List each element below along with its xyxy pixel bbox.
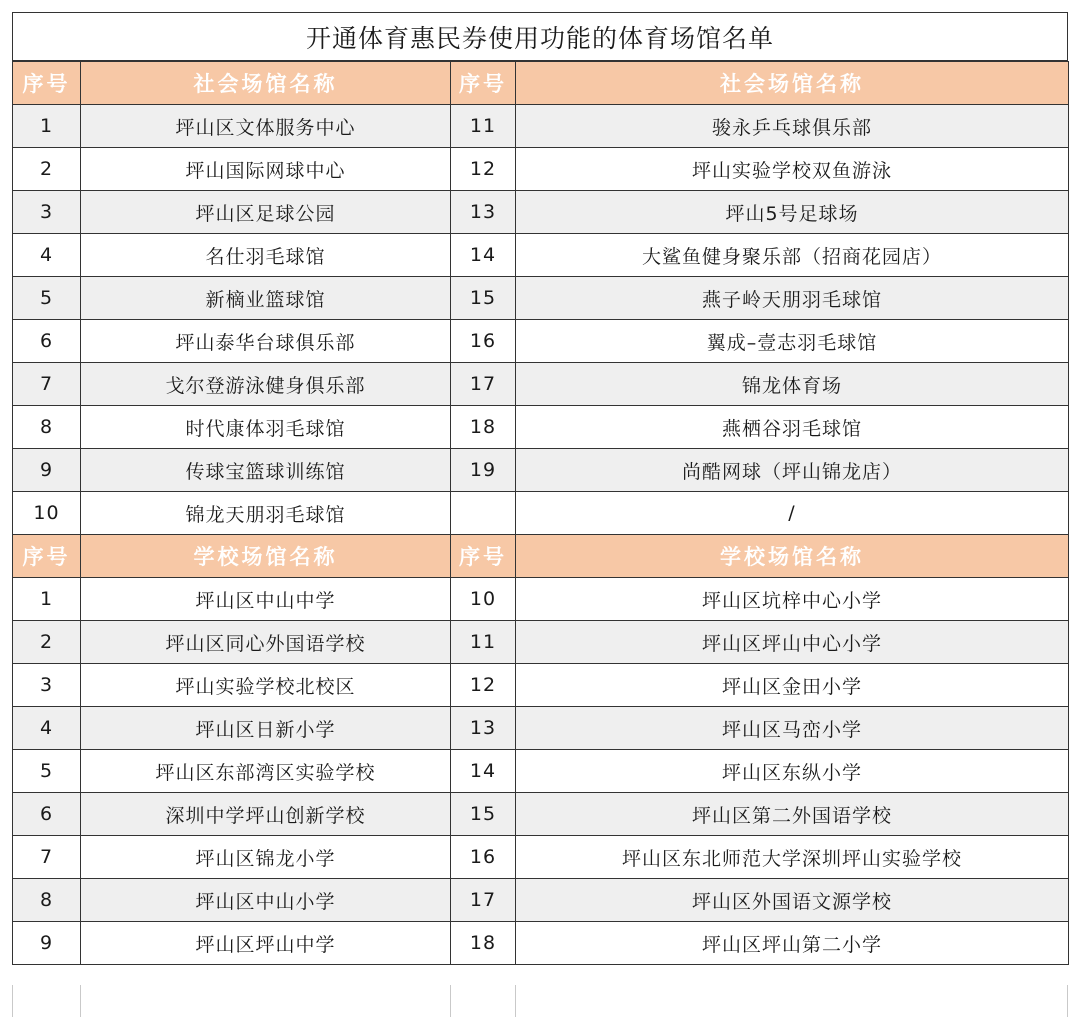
row-number-cell: 5 (13, 277, 81, 320)
row-number-cell: 1 (13, 578, 81, 621)
row-number-cell: 15 (451, 277, 516, 320)
venue-name-cell: 坪山区同心外国语学校 (81, 621, 451, 664)
venue-name-cell: 坪山区坑梓中心小学 (516, 578, 1069, 621)
venue-name-cell: 时代康体羽毛球馆 (81, 406, 451, 449)
row-number-cell: 9 (13, 449, 81, 492)
venue-name-cell: 坪山区中山中学 (81, 578, 451, 621)
venue-name-cell: / (516, 492, 1069, 535)
row-number-cell: 19 (451, 449, 516, 492)
table-row (13, 621, 1069, 664)
table-row (13, 234, 1069, 277)
row-number-cell: 4 (13, 234, 81, 277)
venue-name-cell: 尚酷网球（坪山锦龙店） (516, 449, 1069, 492)
row-number-cell: 2 (13, 148, 81, 191)
row-number-cell: 11 (451, 621, 516, 664)
row-number-cell (451, 492, 516, 535)
venue-name-cell: 燕栖谷羽毛球馆 (516, 406, 1069, 449)
row-number-cell: 7 (13, 836, 81, 879)
grid-tail-line (12, 985, 13, 1017)
venue-name-cell: 名仕羽毛球馆 (81, 234, 451, 277)
header-name-cell: 社会场馆名称 (516, 62, 1069, 105)
table-row (13, 148, 1069, 191)
row-number-cell: 2 (13, 621, 81, 664)
venue-name-cell: 坪山区坪山中学 (81, 922, 451, 965)
row-number-cell: 6 (13, 793, 81, 836)
venue-name-cell: 坪山区坪山中心小学 (516, 621, 1069, 664)
row-number-cell: 12 (451, 664, 516, 707)
venue-name-cell: 坪山区马峦小学 (516, 707, 1069, 750)
header-number-cell: 序号 (451, 62, 516, 105)
row-number-cell: 18 (451, 406, 516, 449)
table-row (13, 793, 1069, 836)
row-number-cell: 13 (451, 707, 516, 750)
sheet-title: 开通体育惠民券使用功能的体育场馆名单 (12, 12, 1068, 61)
table-row (13, 363, 1069, 406)
table-row (13, 449, 1069, 492)
header-name-cell: 学校场馆名称 (81, 535, 451, 578)
table-row (13, 406, 1069, 449)
table-row (13, 836, 1069, 879)
grid-tail-line (1067, 985, 1068, 1017)
header-number-cell: 序号 (13, 535, 81, 578)
venue-name-cell: 大鲨鱼健身聚乐部（招商花园店） (516, 234, 1069, 277)
row-number-cell: 4 (13, 707, 81, 750)
row-number-cell: 6 (13, 320, 81, 363)
row-number-cell: 11 (451, 105, 516, 148)
row-number-cell: 14 (451, 750, 516, 793)
row-number-cell: 13 (451, 191, 516, 234)
table-row (13, 492, 1069, 535)
venue-name-cell: 坪山区锦龙小学 (81, 836, 451, 879)
row-number-cell: 17 (451, 363, 516, 406)
row-number-cell: 10 (451, 578, 516, 621)
row-number-cell: 8 (13, 406, 81, 449)
venue-name-cell: 锦龙天朋羽毛球馆 (81, 492, 451, 535)
section-header-row (13, 535, 1069, 578)
table-row (13, 879, 1069, 922)
table-row (13, 922, 1069, 965)
header-name-cell: 社会场馆名称 (81, 62, 451, 105)
venue-name-cell: 翼成–壹志羽毛球馆 (516, 320, 1069, 363)
venue-name-cell: 新樀业篮球馆 (81, 277, 451, 320)
grid-tail-line (450, 985, 451, 1017)
row-number-cell: 10 (13, 492, 81, 535)
table-row (13, 277, 1069, 320)
row-number-cell: 18 (451, 922, 516, 965)
venue-name-cell: 坪山国际网球中心 (81, 148, 451, 191)
row-number-cell: 14 (451, 234, 516, 277)
table-row (13, 707, 1069, 750)
venue-name-cell: 坪山5号足球场 (516, 191, 1069, 234)
row-number-cell: 1 (13, 105, 81, 148)
venue-name-cell: 坪山实验学校双鱼游泳 (516, 148, 1069, 191)
table-row (13, 750, 1069, 793)
row-number-cell: 3 (13, 664, 81, 707)
row-number-cell: 15 (451, 793, 516, 836)
venue-name-cell: 锦龙体育场 (516, 363, 1069, 406)
grid-tail-line (515, 985, 516, 1017)
table-row (13, 664, 1069, 707)
header-number-cell: 序号 (13, 62, 81, 105)
venue-name-cell: 戈尔登游泳健身俱乐部 (81, 363, 451, 406)
venue-name-cell: 坪山实验学校北校区 (81, 664, 451, 707)
header-number-cell: 序号 (451, 535, 516, 578)
venue-name-cell: 燕子岭天朋羽毛球馆 (516, 277, 1069, 320)
venue-name-cell: 坪山区东纵小学 (516, 750, 1069, 793)
venue-name-cell: 坪山区金田小学 (516, 664, 1069, 707)
venue-name-cell: 坪山区中山小学 (81, 879, 451, 922)
venue-name-cell: 坪山区文体服务中心 (81, 105, 451, 148)
table-row (13, 191, 1069, 234)
venue-name-cell: 坪山区东部湾区实验学校 (81, 750, 451, 793)
row-number-cell: 7 (13, 363, 81, 406)
venue-name-cell: 坪山区外国语文源学校 (516, 879, 1069, 922)
row-number-cell: 17 (451, 879, 516, 922)
venue-name-cell: 坪山区第二外国语学校 (516, 793, 1069, 836)
venue-name-cell: 坪山区日新小学 (81, 707, 451, 750)
venue-name-cell: 深圳中学坪山创新学校 (81, 793, 451, 836)
row-number-cell: 16 (451, 320, 516, 363)
section-header-row (13, 62, 1069, 105)
row-number-cell: 3 (13, 191, 81, 234)
venue-name-cell: 坪山泰华台球俱乐部 (81, 320, 451, 363)
table-row (13, 105, 1069, 148)
venue-list-sheet (12, 12, 1068, 965)
row-number-cell: 16 (451, 836, 516, 879)
table-row (13, 320, 1069, 363)
row-number-cell: 9 (13, 922, 81, 965)
venue-name-cell: 坪山区东北师范大学深圳坪山实验学校 (516, 836, 1069, 879)
grid-tail-line (80, 985, 81, 1017)
row-number-cell: 8 (13, 879, 81, 922)
header-name-cell: 学校场馆名称 (516, 535, 1069, 578)
row-number-cell: 12 (451, 148, 516, 191)
venue-table (12, 61, 1069, 965)
venue-name-cell: 骏永乒乓球俱乐部 (516, 105, 1069, 148)
venue-name-cell: 传球宝篮球训练馆 (81, 449, 451, 492)
venue-name-cell: 坪山区足球公园 (81, 191, 451, 234)
venue-name-cell: 坪山区坪山第二小学 (516, 922, 1069, 965)
table-row (13, 578, 1069, 621)
row-number-cell: 5 (13, 750, 81, 793)
